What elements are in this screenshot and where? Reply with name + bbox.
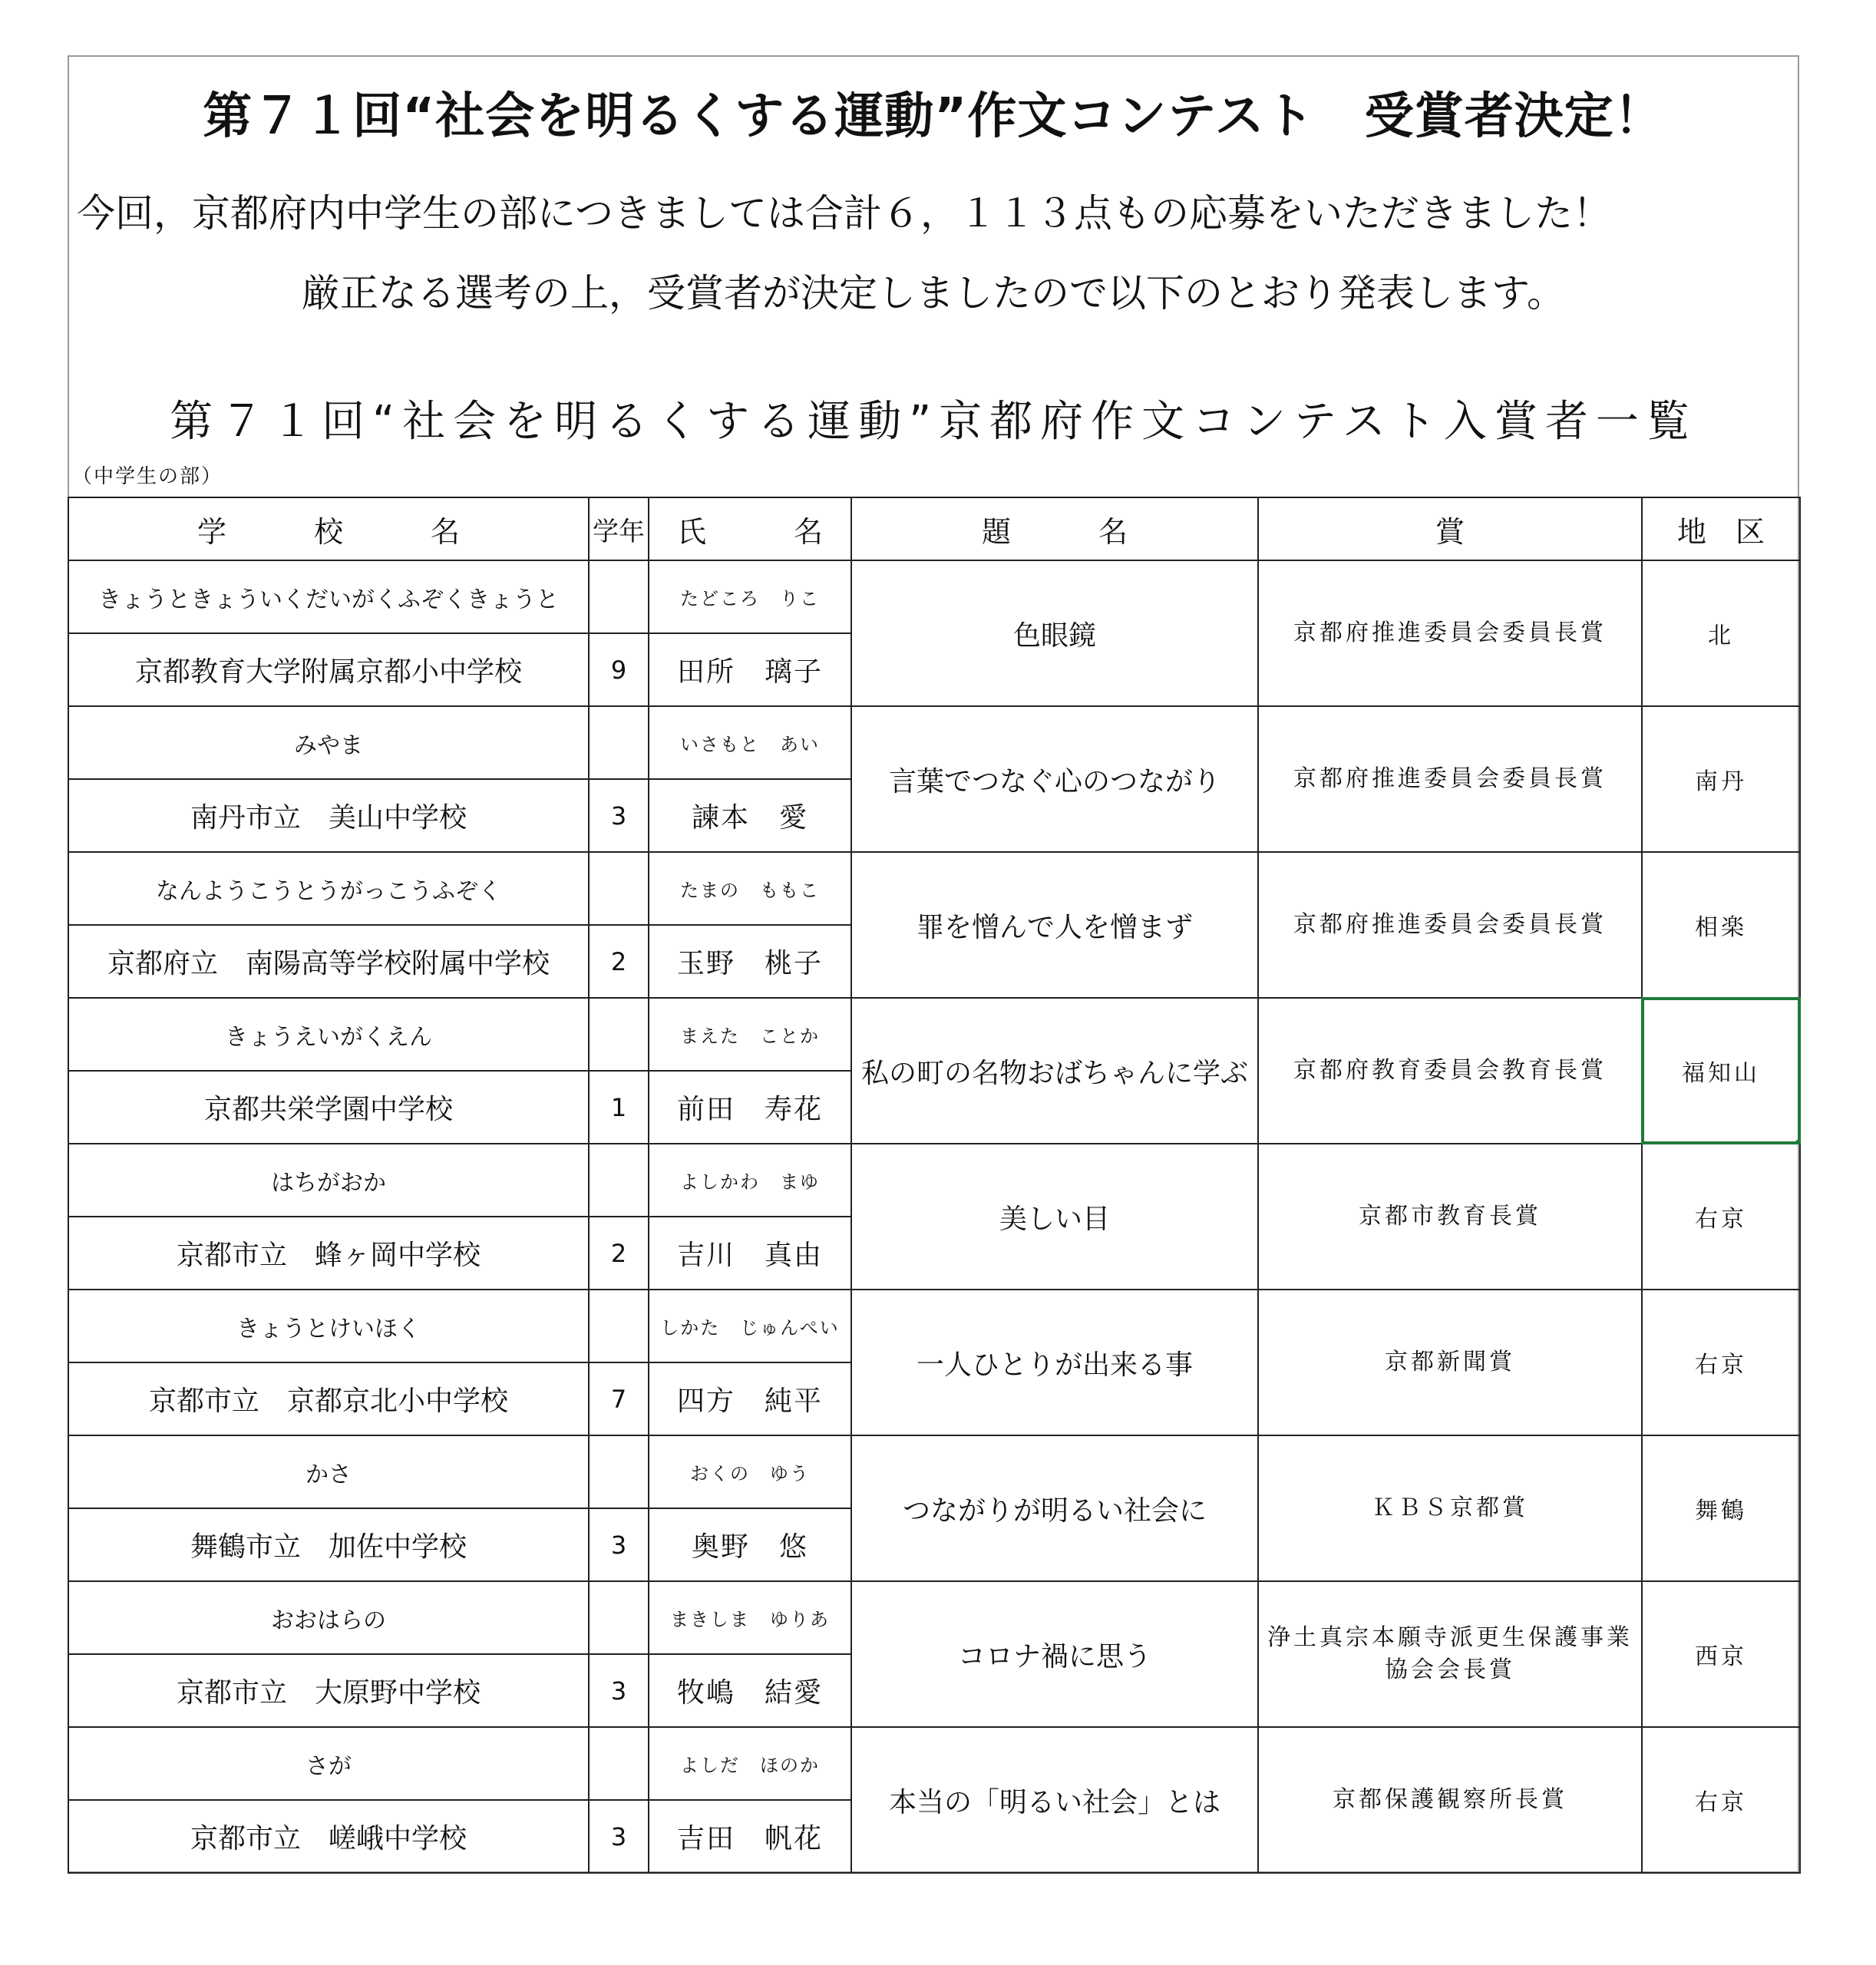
- table-row-kana: [68, 706, 1800, 779]
- award-cell[interactable]: 京都市教育長賞: [1258, 1144, 1642, 1290]
- grade-blank-cell[interactable]: [589, 998, 649, 1071]
- school-kana-cell[interactable]: さが: [68, 1727, 589, 1800]
- essay-title-cell[interactable]: 本当の「明るい社会」とは: [851, 1727, 1258, 1873]
- table-row-kana: [68, 1144, 1800, 1217]
- school-name-cell[interactable]: 京都市立 嵯峨中学校: [68, 1800, 589, 1873]
- award-cell[interactable]: 京都府教育委員会教育長賞: [1258, 998, 1642, 1144]
- grade-cell[interactable]: 2: [589, 1217, 649, 1290]
- grade-blank-cell[interactable]: [589, 1581, 649, 1654]
- table-row-kana: [68, 1581, 1800, 1654]
- school-kana-cell[interactable]: かさ: [68, 1435, 589, 1508]
- col-header-school[interactable]: 学 校 名: [68, 497, 589, 560]
- school-name-cell[interactable]: 京都市立 京都京北小中学校: [68, 1362, 589, 1435]
- essay-title-cell[interactable]: つながりが明るい社会に: [851, 1435, 1258, 1581]
- area-cell[interactable]: 北: [1642, 560, 1800, 706]
- table-header-row: [68, 497, 1800, 560]
- student-name-cell[interactable]: 奥野 悠: [649, 1508, 851, 1581]
- name-kana-cell[interactable]: たまの ももこ: [649, 852, 851, 925]
- name-kana-cell[interactable]: よしだ ほのか: [649, 1727, 851, 1800]
- school-name-cell[interactable]: 京都共栄学園中学校: [68, 1071, 589, 1144]
- area-cell[interactable]: 相楽: [1642, 852, 1800, 998]
- award-cell[interactable]: 京都新聞賞: [1258, 1290, 1642, 1435]
- col-header-grade[interactable]: 学年: [589, 497, 649, 560]
- essay-title-cell[interactable]: 美しい目: [851, 1144, 1258, 1290]
- grade-cell[interactable]: 3: [589, 1800, 649, 1873]
- intro-text-line-1: 今回，京都府内中学生の部につきましては合計６，１１３点もの応募をいただきました！: [77, 191, 1611, 236]
- student-name-cell[interactable]: 前田 寿花: [649, 1071, 851, 1144]
- page-title: 第７１回“社会を明るくする運動”作文コンテスト 受賞者決定！: [203, 88, 1664, 145]
- grade-cell[interactable]: 9: [589, 633, 649, 706]
- school-kana-cell[interactable]: おおはらの: [68, 1581, 589, 1654]
- table-row-kana: [68, 560, 1800, 633]
- area-cell[interactable]: 舞鶴: [1642, 1435, 1800, 1581]
- list-title: 第７１回“社会を明るくする運動”京都府作文コンテスト入賞者一覧: [170, 397, 1697, 447]
- col-header-award[interactable]: 賞: [1258, 497, 1642, 560]
- grade-cell[interactable]: 3: [589, 779, 649, 852]
- grade-cell[interactable]: 3: [589, 1508, 649, 1581]
- area-cell[interactable]: 右京: [1642, 1727, 1800, 1873]
- award-cell[interactable]: 京都府推進委員会委員長賞: [1258, 852, 1642, 998]
- name-kana-cell[interactable]: たどころ りこ: [649, 560, 851, 633]
- table-row-kana: [68, 1727, 1800, 1800]
- student-name-cell[interactable]: 四方 純平: [649, 1362, 851, 1435]
- intro-text-line-2: 厳正なる選考の上，受賞者が決定しましたので以下のとおり発表します。: [302, 271, 1565, 315]
- name-kana-cell[interactable]: いさもと あい: [649, 706, 851, 779]
- grade-cell[interactable]: 3: [589, 1654, 649, 1727]
- area-cell[interactable]: 右京: [1642, 1290, 1800, 1435]
- table-body: [68, 560, 1800, 1873]
- grade-blank-cell[interactable]: [589, 1290, 649, 1362]
- essay-title-cell[interactable]: 罪を憎んで人を憎まず: [851, 852, 1258, 998]
- grade-cell[interactable]: 1: [589, 1071, 649, 1144]
- essay-title-cell[interactable]: 色眼鏡: [851, 560, 1258, 706]
- student-name-cell[interactable]: 諫本 愛: [649, 779, 851, 852]
- award-cell[interactable]: 京都府推進委員会委員長賞: [1258, 706, 1642, 852]
- grade-blank-cell[interactable]: [589, 1727, 649, 1800]
- col-header-name[interactable]: 氏 名: [649, 497, 851, 560]
- area-cell[interactable]: 西京: [1642, 1581, 1800, 1727]
- award-cell[interactable]: ＫＢＳ京都賞: [1258, 1435, 1642, 1581]
- school-kana-cell[interactable]: きょうえいがくえん: [68, 998, 589, 1071]
- school-kana-cell[interactable]: みやま: [68, 706, 589, 779]
- student-name-cell[interactable]: 牧嶋 結愛: [649, 1654, 851, 1727]
- school-name-cell[interactable]: 京都教育大学附属京都小中学校: [68, 633, 589, 706]
- name-kana-cell[interactable]: しかた じゅんぺい: [649, 1290, 851, 1362]
- table-row-kana: [68, 1290, 1800, 1362]
- area-cell[interactable]: 右京: [1642, 1144, 1800, 1290]
- award-cell[interactable]: 京都保護観察所長賞: [1258, 1727, 1642, 1873]
- award-table: [68, 497, 1801, 1874]
- school-name-cell[interactable]: 南丹市立 美山中学校: [68, 779, 589, 852]
- student-name-cell[interactable]: 玉野 桃子: [649, 925, 851, 998]
- school-kana-cell[interactable]: なんようこうとうがっこうふぞく: [68, 852, 589, 925]
- area-cell[interactable]: 南丹: [1642, 706, 1800, 852]
- essay-title-cell[interactable]: 言葉でつなぐ心のつながり: [851, 706, 1258, 852]
- grade-blank-cell[interactable]: [589, 1435, 649, 1508]
- name-kana-cell[interactable]: おくの ゆう: [649, 1435, 851, 1508]
- name-kana-cell[interactable]: まきしま ゆりあ: [649, 1581, 851, 1654]
- grade-blank-cell[interactable]: [589, 1144, 649, 1217]
- area-cell[interactable]: 福知山: [1642, 998, 1800, 1144]
- school-name-cell[interactable]: 京都府立 南陽高等学校附属中学校: [68, 925, 589, 998]
- school-name-cell[interactable]: 京都市立 蜂ヶ岡中学校: [68, 1217, 589, 1290]
- table-row-kana: [68, 852, 1800, 925]
- school-name-cell[interactable]: 京都市立 大原野中学校: [68, 1654, 589, 1727]
- school-kana-cell[interactable]: はちがおか: [68, 1144, 589, 1217]
- essay-title-cell[interactable]: コロナ禍に思う: [851, 1581, 1258, 1727]
- col-header-essay[interactable]: 題 名: [851, 497, 1258, 560]
- school-kana-cell[interactable]: きょうときょういくだいがくふぞくきょうと: [68, 560, 589, 633]
- grade-cell[interactable]: 7: [589, 1362, 649, 1435]
- grade-cell[interactable]: 2: [589, 925, 649, 998]
- col-header-area[interactable]: 地 区: [1642, 497, 1800, 560]
- grade-blank-cell[interactable]: [589, 706, 649, 779]
- name-kana-cell[interactable]: まえた ことか: [649, 998, 851, 1071]
- grade-blank-cell[interactable]: [589, 560, 649, 633]
- school-name-cell[interactable]: 舞鶴市立 加佐中学校: [68, 1508, 589, 1581]
- student-name-cell[interactable]: 田所 璃子: [649, 633, 851, 706]
- essay-title-cell[interactable]: 私の町の名物おばちゃんに学ぶ: [851, 998, 1258, 1144]
- award-cell[interactable]: 京都府推進委員会委員長賞: [1258, 560, 1642, 706]
- student-name-cell[interactable]: 吉田 帆花: [649, 1800, 851, 1873]
- section-label: （中学生の部）: [72, 465, 223, 488]
- school-kana-cell[interactable]: きょうとけいほく: [68, 1290, 589, 1362]
- award-cell[interactable]: 浄土真宗本願寺派更生保護事業協会会長賞: [1258, 1581, 1642, 1727]
- student-name-cell[interactable]: 吉川 真由: [649, 1217, 851, 1290]
- name-kana-cell[interactable]: よしかわ まゆ: [649, 1144, 851, 1217]
- essay-title-cell[interactable]: 一人ひとりが出来る事: [851, 1290, 1258, 1435]
- table-row-kana: [68, 1435, 1800, 1508]
- grade-blank-cell[interactable]: [589, 852, 649, 925]
- selection-fill-handle[interactable]: [1796, 1140, 1800, 1144]
- table-row-kana: [68, 998, 1800, 1071]
